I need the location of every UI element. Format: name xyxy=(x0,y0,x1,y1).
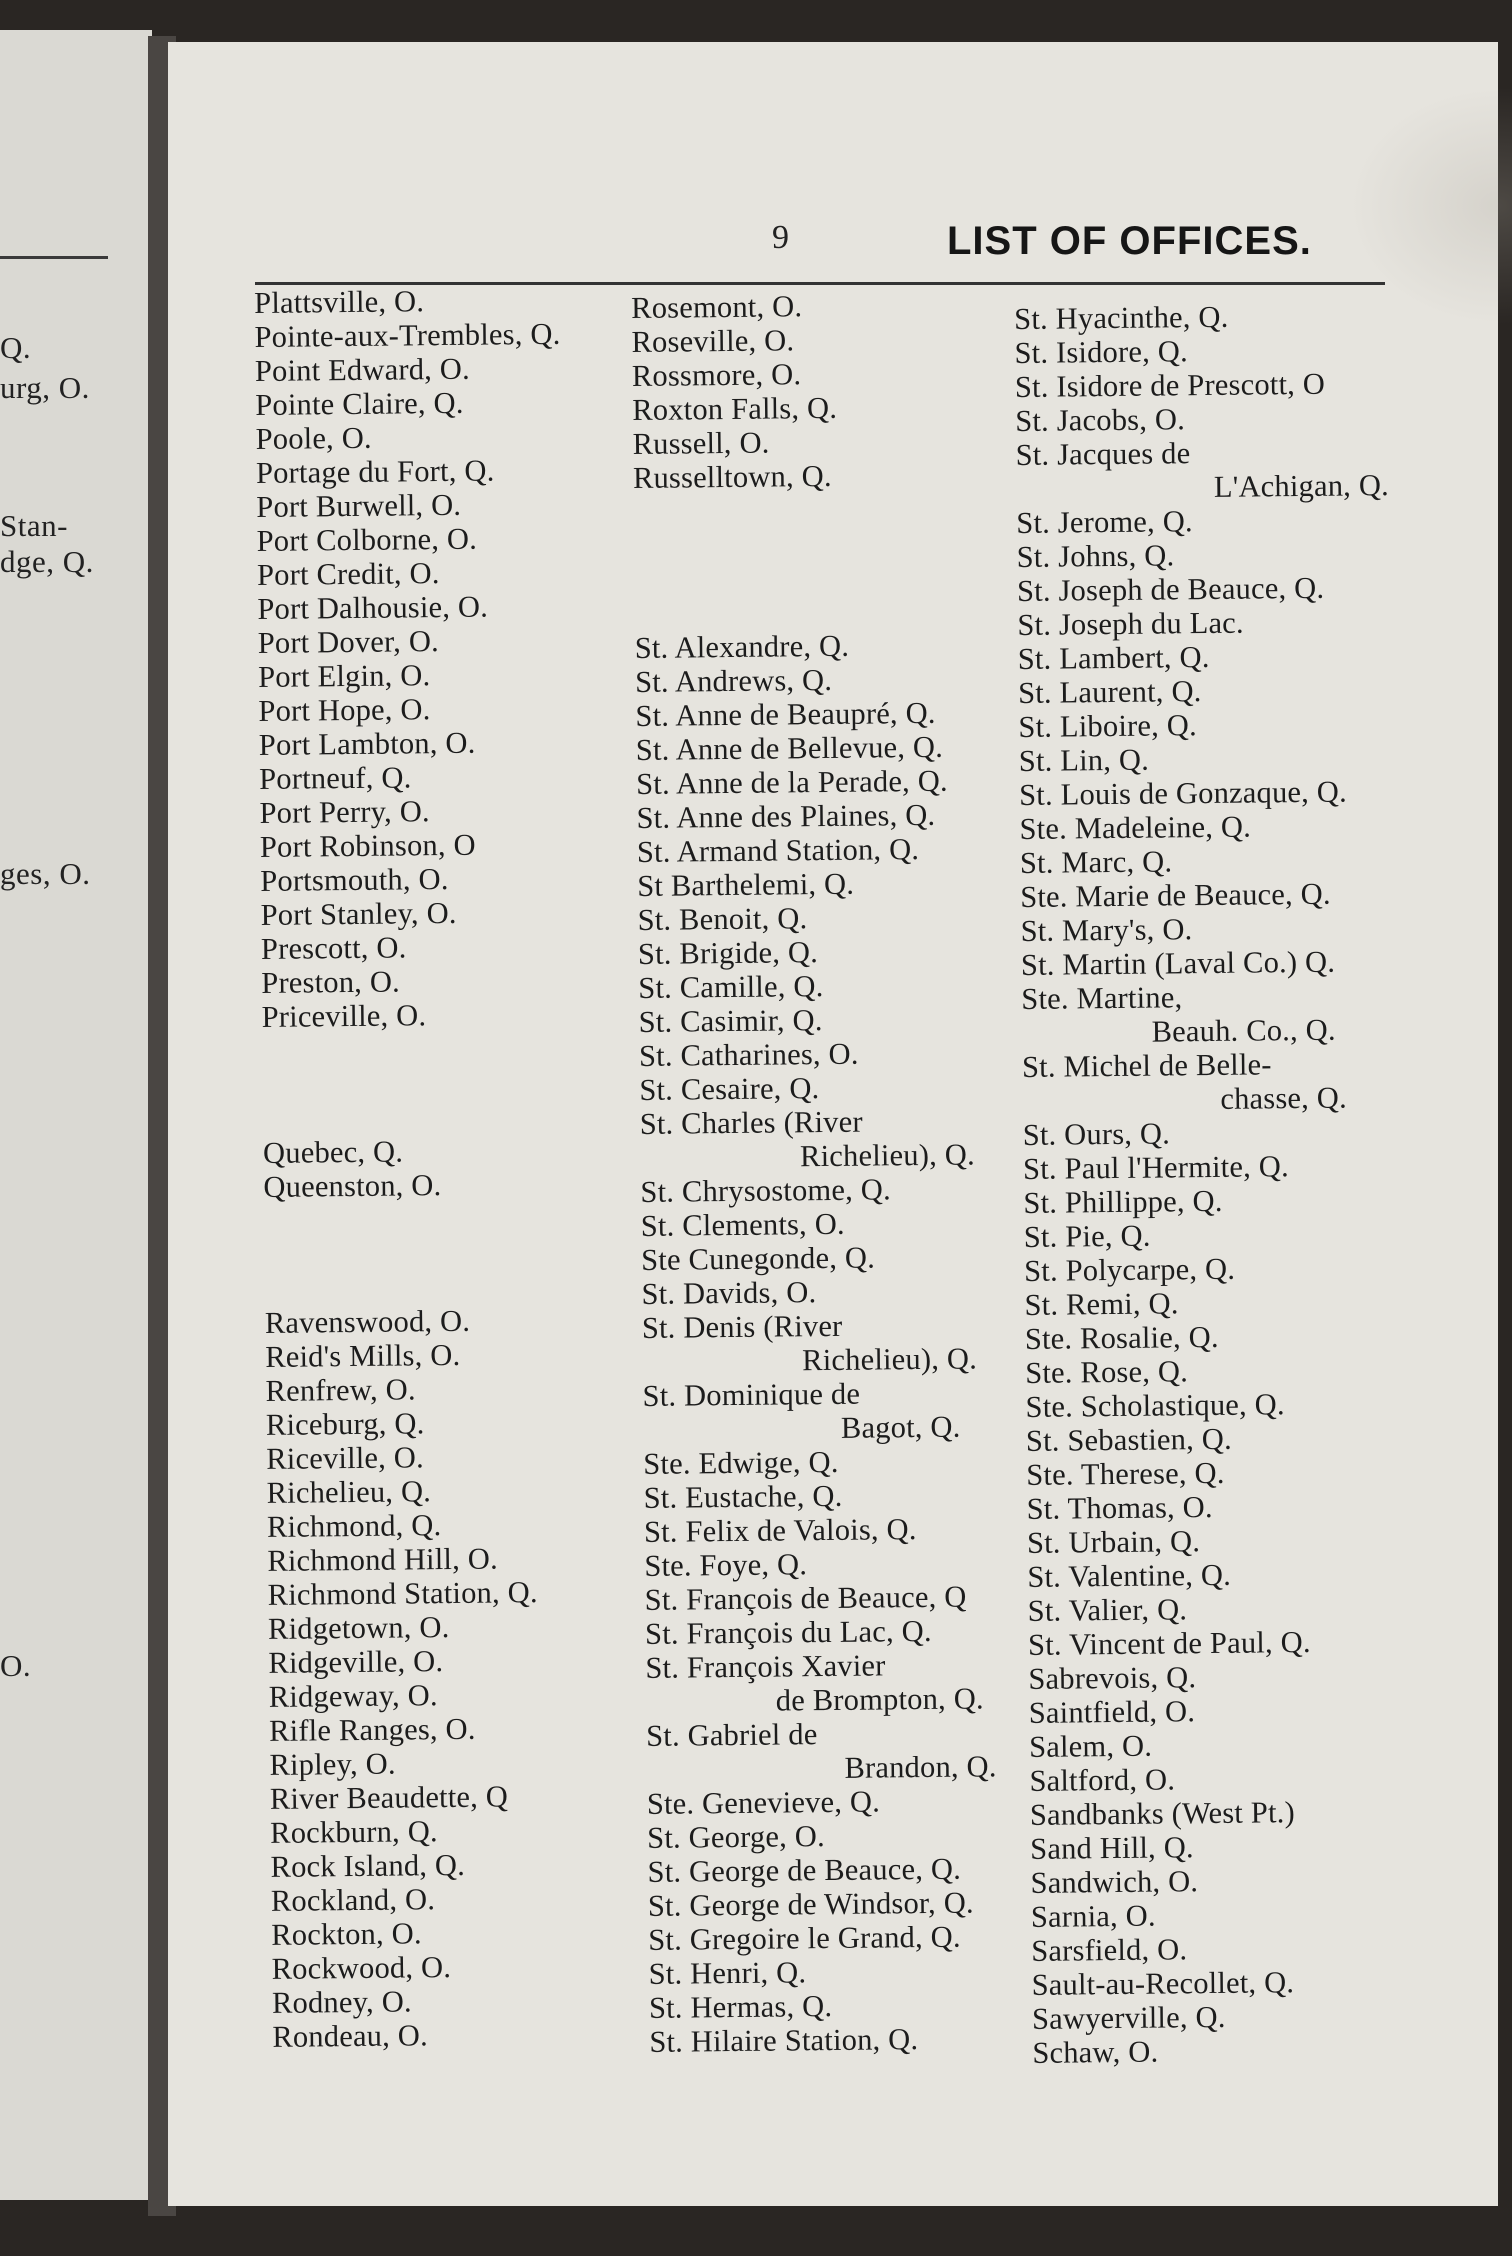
office-entry: Sandbanks (West Pt.) xyxy=(1029,1795,1296,1832)
office-entry: Port Dover, O. xyxy=(257,624,440,660)
office-entry: Rossmore, O. xyxy=(631,357,802,393)
office-entry: St. Dominique de xyxy=(642,1376,861,1413)
office-entry: Riceville, O. xyxy=(266,1440,425,1476)
office-entry: Rockburn, Q. xyxy=(270,1814,438,1850)
office-entry: St. Denis (River xyxy=(641,1308,843,1345)
office-entry: St. Charles (River xyxy=(639,1104,863,1141)
office-entry: St. Catharines, O. xyxy=(638,1036,859,1073)
office-entry: Salem, O. xyxy=(1028,1728,1153,1764)
office-entry: Queenston, O. xyxy=(263,1168,442,1204)
office-entry: Sarsfield, O. xyxy=(1031,1932,1188,1968)
office-entry: St. Pie, Q. xyxy=(1023,1218,1151,1254)
office-entry: St. Cesaire, Q. xyxy=(639,1071,820,1107)
paper-stain xyxy=(1348,86,1512,326)
office-entry: Ridgetown, O. xyxy=(267,1610,450,1646)
office-entry: St. Jacobs, O. xyxy=(1015,402,1186,438)
office-entry: Ridgeway, O. xyxy=(268,1678,438,1714)
previous-page-fragment: O. xyxy=(0,1648,32,1683)
office-entry: Point Edward, O. xyxy=(254,351,471,388)
office-entry: St. Ours, Q. xyxy=(1022,1116,1171,1152)
office-entry: St. Isidore, Q. xyxy=(1014,334,1188,370)
office-entry: Sabrevois, Q. xyxy=(1028,1660,1197,1696)
office-entry: Sarnia, O. xyxy=(1030,1898,1156,1934)
office-entry: Rock Island, Q. xyxy=(270,1847,466,1884)
office-entry: Renfrew, O. xyxy=(265,1372,416,1408)
office-entry: St. Eustache, Q. xyxy=(643,1478,843,1515)
office-entry-continued: chasse, Q. xyxy=(1220,1080,1348,1116)
office-entry: Richmond, Q. xyxy=(266,1508,442,1544)
office-entry: Schaw, O. xyxy=(1032,2034,1159,2070)
office-entry: Priceville, O. xyxy=(261,998,427,1034)
office-entry-continued: Bagot, Q. xyxy=(840,1409,961,1445)
office-entry: St. Joseph de Beauce, Q. xyxy=(1016,570,1325,608)
office-entry: St. Anne de la Perade, Q. xyxy=(635,763,948,801)
office-entry: St. Hilaire Station, Q. xyxy=(649,2022,919,2059)
office-entry: St. Henri, Q. xyxy=(648,1955,807,1991)
office-entry: Sand Hill, Q. xyxy=(1030,1830,1194,1866)
previous-page-rule xyxy=(0,256,108,259)
office-entry: Ravenswood, O. xyxy=(264,1303,471,1340)
office-entry: Ste. Edwige, Q. xyxy=(643,1444,839,1481)
office-entry: Ste. Genevieve, Q. xyxy=(646,1784,881,1821)
office-entry: St. Laurent, Q. xyxy=(1017,674,1202,710)
office-entry: St. Thomas, O. xyxy=(1026,1489,1213,1526)
office-entry: Richelieu, Q. xyxy=(266,1474,432,1510)
office-entry: Portsmouth, O. xyxy=(260,861,449,898)
office-entry: Sawyerville, Q. xyxy=(1031,1999,1226,2036)
office-entry: St. Davids, O. xyxy=(641,1275,817,1311)
office-entry: Russell, O. xyxy=(632,425,770,461)
office-entry: Rockland, O. xyxy=(270,1882,436,1918)
office-entry: Port Elgin, O. xyxy=(257,658,431,694)
office-entry: Ripley, O. xyxy=(269,1746,396,1782)
office-entry: St. Remi, Q. xyxy=(1024,1286,1179,1322)
office-entry: Ste. Therese, Q. xyxy=(1026,1455,1225,1492)
office-entry: St. Brigide, Q. xyxy=(637,935,819,971)
office-entry: St. Chrysostome, Q. xyxy=(640,1172,891,1209)
office-entry: St. Urbain, Q. xyxy=(1026,1524,1201,1560)
section-gap xyxy=(264,1201,571,1306)
office-entry: St. Liboire, Q. xyxy=(1018,708,1197,744)
office-entry: Russelltown, Q. xyxy=(632,458,832,495)
office-entry: Ste. Rose, Q. xyxy=(1025,1354,1189,1390)
office-column-3 xyxy=(1014,298,1405,2070)
office-entry: St. George, O. xyxy=(647,1819,825,1855)
office-entry: Port Hope, O. xyxy=(258,692,431,728)
office-entry: St. George de Windsor, Q. xyxy=(647,1885,974,1923)
office-entry: Rifle Ranges, O. xyxy=(268,1711,476,1748)
previous-page-fragment: Stan- xyxy=(0,508,68,543)
office-entry: Pointe-aux-Trembles, Q. xyxy=(254,316,561,354)
office-entry: Port Burwell, O. xyxy=(256,487,462,524)
office-entry: St. Jacques de xyxy=(1015,436,1191,472)
office-entry: St. Camille, Q. xyxy=(638,969,824,1005)
office-entry: St. Paul l'Hermite, Q. xyxy=(1022,1149,1289,1186)
office-entry: Pointe Claire, Q. xyxy=(255,385,464,422)
office-column-2 xyxy=(631,287,1000,2059)
office-entry: Roxton Falls, Q. xyxy=(632,390,838,427)
office-entry: River Beaudette, Q xyxy=(269,1779,509,1816)
office-entry: St. Anne des Plaines, Q. xyxy=(636,797,936,835)
office-entry: St. Clements, O. xyxy=(640,1206,845,1243)
office-entry: Poole, O. xyxy=(255,420,372,456)
office-entry: Port Dalhousie, O. xyxy=(257,589,489,626)
office-entry: St. Hyacinthe, Q. xyxy=(1014,299,1229,336)
office-entry-continued: Brandon, Q. xyxy=(844,1749,997,1785)
office-entry: St. Gregoire le Grand, Q. xyxy=(648,1919,961,1957)
office-entry: Saltford, O. xyxy=(1029,1762,1176,1798)
office-entry: St. François de Beauce, Q xyxy=(644,1579,967,1617)
office-entry: Ste. Foye, Q. xyxy=(644,1547,808,1583)
office-entry: Ste. Madeleine, Q. xyxy=(1019,809,1252,846)
office-entry: Quebec, Q. xyxy=(262,1134,404,1170)
office-entry: St. Johns, Q. xyxy=(1016,538,1175,574)
office-entry: Port Stanley, O. xyxy=(260,895,457,932)
office-entry: St. Jerome, Q. xyxy=(1016,504,1193,540)
office-entry: St. Gabriel de xyxy=(645,1717,818,1753)
page-title: LIST OF OFFICES. xyxy=(947,219,1312,263)
office-entry: St. Vincent de Paul, Q. xyxy=(1027,1624,1311,1662)
office-entry: St. Mary's, O. xyxy=(1020,912,1193,948)
office-entry: Reid's Mills, O. xyxy=(265,1337,461,1374)
office-entry: St. Phillippe, Q. xyxy=(1023,1183,1223,1220)
office-entry-continued: Richelieu), Q. xyxy=(799,1137,975,1174)
office-entry: Port Lambton, O. xyxy=(258,725,476,762)
office-entry: St. Lambert, Q. xyxy=(1017,639,1210,676)
office-entry: St. François du Lac, Q. xyxy=(644,1613,932,1651)
office-entry: Rockton, O. xyxy=(271,1916,422,1952)
office-entry: St. Valentine, Q. xyxy=(1027,1557,1232,1594)
office-entry: St. Andrews, Q. xyxy=(634,662,833,699)
office-entry: Richmond Hill, O. xyxy=(267,1541,498,1578)
office-entry-continued: Richelieu), Q. xyxy=(802,1341,978,1378)
office-entry: St. Felix de Valois, Q. xyxy=(643,1512,917,1549)
office-entry: Plattsville, O. xyxy=(254,284,425,320)
office-entry: St. Anne de Beaupré, Q. xyxy=(635,695,936,733)
office-entry: St. Casimir, Q. xyxy=(638,1003,823,1039)
office-entry-continued: L'Achigan, Q. xyxy=(1213,468,1390,504)
office-entry: St. Hermas, Q. xyxy=(648,1988,833,2025)
office-entry: St. Valier, Q. xyxy=(1027,1592,1188,1628)
office-entry: St. Martin (Laval Co.) Q. xyxy=(1020,944,1336,982)
section-gap xyxy=(633,491,985,631)
section-gap xyxy=(262,1031,569,1136)
office-entry: St. Polycarpe, Q. xyxy=(1023,1251,1236,1288)
office-entry: St. Sebastien, Q. xyxy=(1025,1421,1232,1458)
office-entry: Riceburg, Q. xyxy=(265,1406,425,1442)
office-entry: St. George de Beauce, Q. xyxy=(647,1851,962,1889)
office-entry: St. Louis de Gonzaque, Q. xyxy=(1018,774,1348,812)
office-entry: Richmond Station, Q. xyxy=(267,1575,538,1612)
page-number: 9 xyxy=(772,219,789,256)
office-entry: Port Credit, O. xyxy=(256,556,440,592)
office-entry: St Barthelemi, Q. xyxy=(637,866,855,903)
office-entry: St. Lin, Q. xyxy=(1018,742,1150,778)
office-entry: Ste. Scholastique, Q. xyxy=(1025,1387,1285,1424)
office-entry: Rockwood, O. xyxy=(271,1950,452,1986)
office-entry: Portneuf, Q. xyxy=(258,760,412,796)
office-entry: St. Alexandre, Q. xyxy=(634,628,850,665)
office-entry: St. Isidore de Prescott, O xyxy=(1014,366,1326,404)
office-entry: St. Armand Station, Q. xyxy=(636,832,920,869)
previous-page-edge xyxy=(0,30,152,2200)
office-entry: Port Colborne, O. xyxy=(256,521,478,558)
office-entry: Saintfield, O. xyxy=(1028,1694,1196,1730)
previous-page-fragment: dge, Q. xyxy=(0,544,94,579)
office-entry: St. François Xavier xyxy=(645,1648,886,1685)
office-entry: Rodney, O. xyxy=(271,1984,412,2020)
office-entry: Rondeau, O. xyxy=(272,2018,429,2054)
office-entry: Ste Cunegonde, Q. xyxy=(640,1240,876,1277)
office-entry: Ridgeville, O. xyxy=(268,1644,444,1680)
office-entry: Port Perry, O. xyxy=(259,794,430,830)
office-entry: Portage du Fort, Q. xyxy=(255,453,495,490)
previous-page-fragment: Q. xyxy=(0,330,32,365)
office-entry: Preston, O. xyxy=(261,964,401,1000)
office-entry: Ste. Rosalie, Q. xyxy=(1024,1319,1219,1356)
office-entry: Ste. Martine, xyxy=(1021,980,1183,1016)
office-entry: Prescott, O. xyxy=(260,930,407,966)
office-entry: Sandwich, O. xyxy=(1030,1864,1199,1900)
office-entry: Roseville, O. xyxy=(631,323,795,359)
office-entry: St. Michel de Belle- xyxy=(1021,1047,1272,1084)
office-entry: Port Robinson, O xyxy=(259,827,476,864)
office-entry: St. Joseph du Lac. xyxy=(1017,605,1244,642)
office-entry: St. Benoit, Q. xyxy=(637,901,808,937)
office-entry-continued: Beauh. Co., Q. xyxy=(1151,1012,1336,1049)
previous-page-fragment: ges, O. xyxy=(0,856,91,891)
office-entry: St. Marc, Q. xyxy=(1019,844,1173,880)
office-entry: St. Anne de Bellevue, Q. xyxy=(635,729,944,767)
office-entry-continued: de Brompton, Q. xyxy=(775,1681,984,1718)
previous-page-fragment: urg, O. xyxy=(0,370,90,405)
office-entry: Rosemont, O. xyxy=(631,289,803,325)
office-entry: Ste. Marie de Beauce, Q. xyxy=(1020,876,1331,914)
office-column-1 xyxy=(254,283,578,2054)
office-entry: Sault-au-Recollet, Q. xyxy=(1031,1965,1295,2002)
